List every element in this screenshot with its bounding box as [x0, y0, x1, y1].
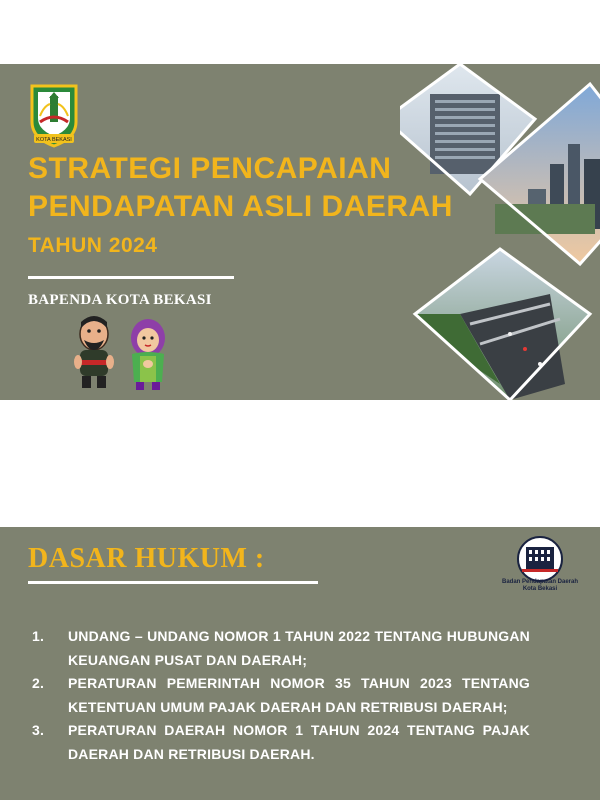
bapenda-logo-caption: Badan Pendapatan Daerah Kota Bekasi	[501, 579, 579, 592]
item-text: PERATURAN DAERAH NOMOR 1 TAHUN 2024 TENTANG PAJAK DAERAH DAN RETRIBUSI DAERAH.	[68, 722, 530, 762]
list-item	[26, 672, 530, 719]
title-line-2: PENDAPATAN ASLI DAERAH	[28, 190, 453, 223]
highway-photo	[415, 249, 590, 400]
agency-name: BAPENDA KOTA BEKASI	[28, 292, 212, 308]
item-text: PERATURAN PEMERINTAH NOMOR 35 TAHUN 2023 TENTANG KETENTUAN UMUM PAJAK DAERAH DAN RETRIBUSI DAERAH;	[68, 675, 530, 715]
city-photo-collage	[400, 64, 600, 400]
mascot-illustration	[70, 316, 174, 392]
item-number: 1.	[32, 628, 45, 644]
title-line-1: STRATEGI PENCAPAIAN	[28, 152, 392, 185]
section-heading: DASAR HUKUM :	[28, 543, 265, 574]
title-slide	[0, 64, 600, 400]
item-number: 2.	[32, 675, 45, 691]
item-number: 3.	[32, 722, 45, 738]
list-item	[26, 719, 530, 766]
female-mascot-icon	[131, 319, 165, 390]
heading-underline	[28, 581, 318, 584]
item-text: UNDANG – UNDANG NOMOR 1 TAHUN 2022 TENTANG HUBUNGAN KEUANGAN PUSAT DAN DAERAH;	[68, 628, 530, 668]
city-emblem-logo	[28, 82, 80, 148]
legal-basis-slide	[0, 527, 600, 800]
list-item	[26, 625, 530, 672]
logo-caption: KOTA BEKASI	[36, 137, 72, 143]
male-mascot-icon	[74, 316, 114, 388]
legal-basis-list	[26, 625, 530, 766]
divider-line	[28, 276, 234, 279]
title-year: TAHUN 2024	[28, 234, 158, 257]
